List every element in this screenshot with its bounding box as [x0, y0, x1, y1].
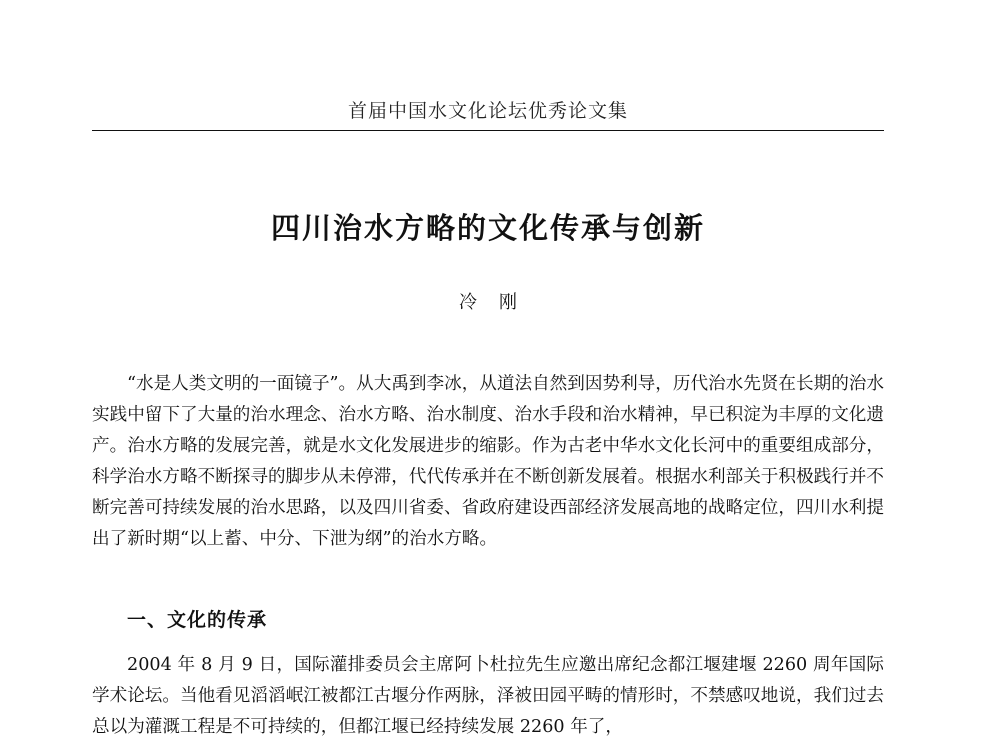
running-header: 首届中国水文化论坛优秀论文集	[347, 100, 628, 122]
header-rule	[92, 130, 884, 131]
article-title: 四川治水方略的文化传承与创新	[270, 211, 705, 245]
paragraph-section-1: 2004 年 8 月 9 日，国际灌排委员会主席阿卜杜拉先生应邀出席纪念都江堰建堰 2260 周年国际学术论坛。当他看见滔滔岷江被都江古堰分作两脉，泽被田园平畴的情形时，不禁感叹地说，我们过去总以为灌溉工程是不可持续的，但都江堰已经持续发展 2260 年了，	[92, 655, 884, 737]
section-heading: 一、文化的传承	[127, 609, 268, 631]
author-given-name: 冷	[459, 292, 477, 313]
author-byline	[92, 288, 884, 314]
author-family-name: 刚	[499, 292, 517, 313]
paragraph-intro: “水是人类文明的一面镜子”。从大禹到李冰，从道法自然到因势利导，历代治水先贤在长期的治水实践中留下了大量的治水理念、治水方略、治水制度、治水手段和治水精神，早已积淀为丰厚的文化遗产。治水方略的发展完善，就是水文化发展进步的缩影。作为古老中华水文化长河中的重要组成部分，科学治水方略不断探寻的脚步从未停滞，代代传承并在不断创新发展着。根据水利部关于积极践行并不断完善可持续发展的治水思路，以及四川省委、省政府建设西部经济发展高地的战略定位，四川水利提出了新时期“以上蓄、中分、下泄为纲”的治水方略。	[92, 374, 884, 549]
